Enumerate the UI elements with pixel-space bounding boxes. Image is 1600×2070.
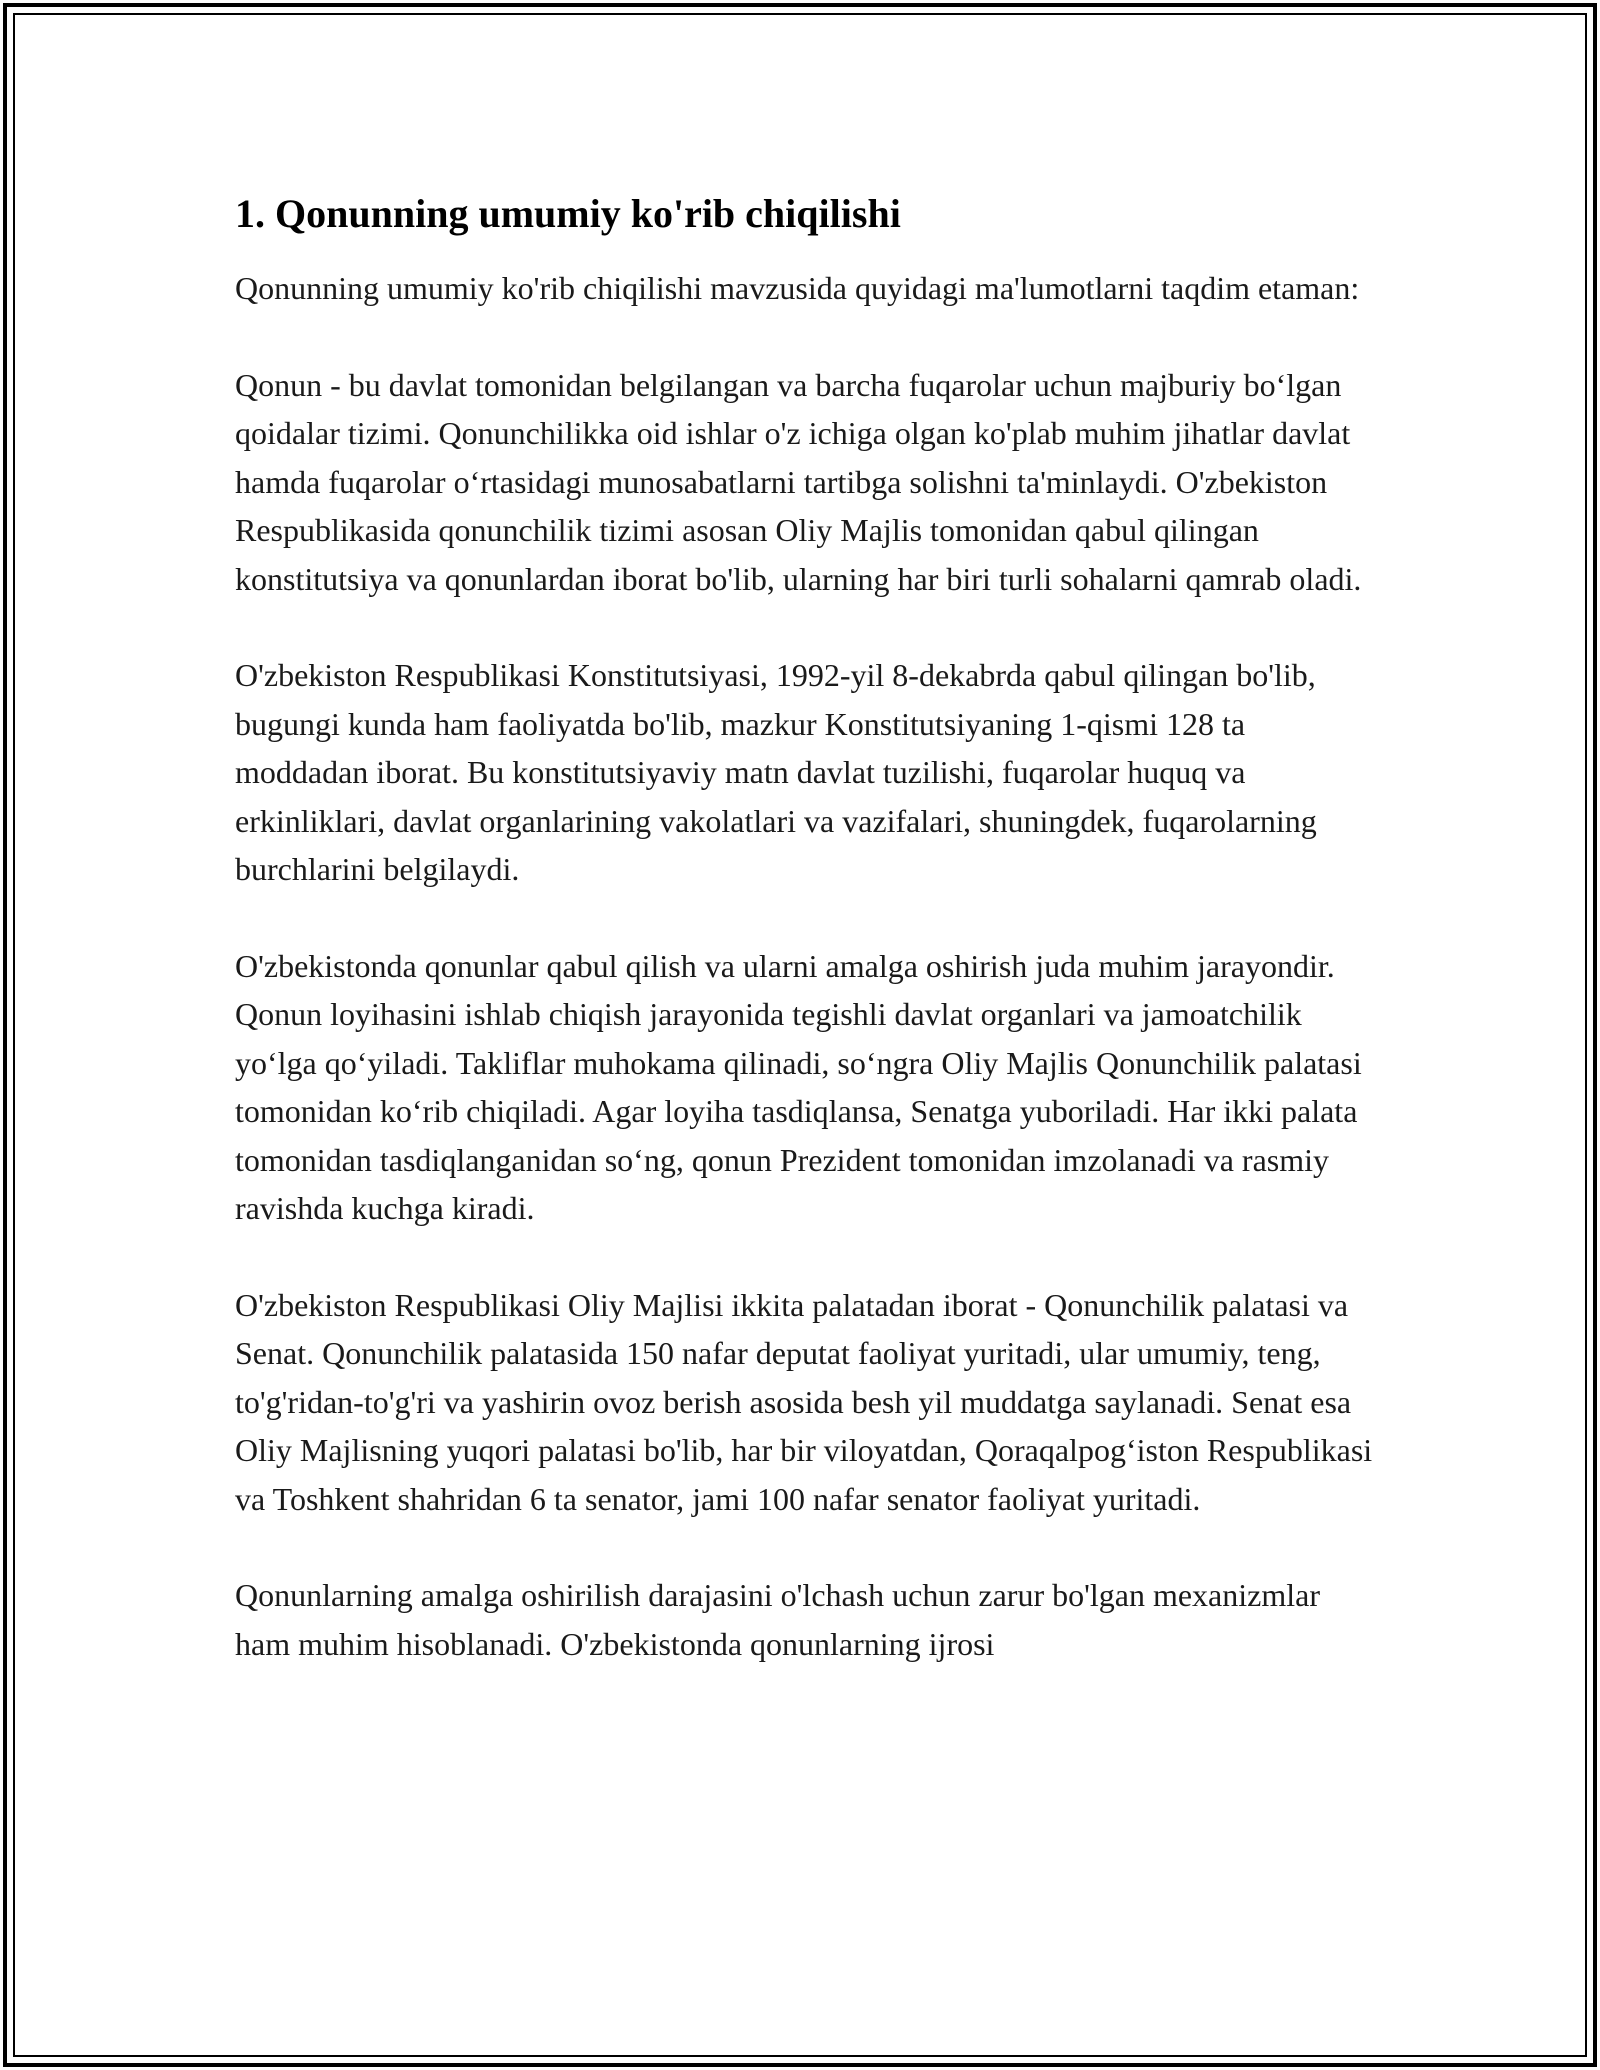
section-heading: 1. Qonunning umumiy ko'rib chiqilishi <box>235 191 901 236</box>
document-body <box>235 182 1375 1716</box>
paragraph-mexanizmlar: Qonunlarning amalga oshirilish darajasini o'lchash uchun zarur bo'lgan mexanizmlar ham muhim hisoblanadi. O'zbekistonda qonunlarning ijrosi <box>235 1577 1320 1662</box>
paragraph-qonun-definition: Qonun - bu davlat tomonidan belgilangan va barcha fuqarolar uchun majburiy bo‘lgan qoidalar tizimi. Qonunchilikka oid ishlar o'z ichiga olgan ko'plab muhim jihatlar davlat hamda fuqarolar o‘rtasidagi munosabatlarni tartibga solishni ta'minlaydi. O'zbekiston Respublikasida qonunchilik tizimi asosan Oliy Majlis tomonidan qabul qilingan konstitutsiya va qonunlardan iborat bo'lib, ularning har biri turli sohalarni qamrab oladi. <box>235 366 1362 597</box>
paragraph-konstitutsiya: O'zbekiston Respublikasi Konstitutsiyasi, 1992-yil 8-dekabrda qabul qilingan bo'lib, bugungi kunda ham faoliyatda bo'lib, mazkur Konstitutsiyaning 1-qismi 128 ta moddadan iborat. Bu konstitutsiyaviy matn davlat tuzilishi, fuqarolar huquq va erkinliklari, davlat organlarining vakolatlari va vazifalari, shuningdek, fuqarolarning burchlarini belgilaydi. <box>235 657 1317 887</box>
paragraph-oliy-majlis: O'zbekiston Respublikasi Oliy Majlisi ikkita palatadan iborat - Qonunchilik palatasi va Senat. Qonunchilik palatasida 150 nafar deputat faoliyat yuritadi, ular umumiy, teng, to'g'ridan-to'g'ri va yashirin ovoz berish asosida besh yil muddatga saylanadi. Senat esa Oliy Majlisning yuqori palatasi bo'lib, har bir viloyatdan, Qoraqalpog‘iston Respublikasi va Toshkent shahridan 6 ta senator, jami 100 nafar senator faoliyat yuritadi. <box>235 1286 1373 1517</box>
paragraph-intro: Qonunning umumiy ko'rib chiqilishi mavzusida quyidagi ma'lumotlarni taqdim etaman: <box>235 270 1360 306</box>
paragraph-qonun-qabul-qilish: O'zbekistonda qonunlar qabul qilish va ularni amalga oshirish juda muhim jarayondir. Qonun loyihasini ishlab chiqish jarayonida tegishli davlat organlari va jamoatchilik yo‘lga qo‘yiladi. Takliflar muhokama qilinadi, so‘ngra Oliy Majlis Qonunchilik palatasi tomonidan ko‘rib chiqiladi. Agar loyiha tasdiqlansa, Senatga yuboriladi. Har ikki palata tomonidan tasdiqlanganidan so‘ng, qonun Prezident tomonidan imzolanadi va rasmiy ravishda kuchga kiradi. <box>235 947 1362 1226</box>
